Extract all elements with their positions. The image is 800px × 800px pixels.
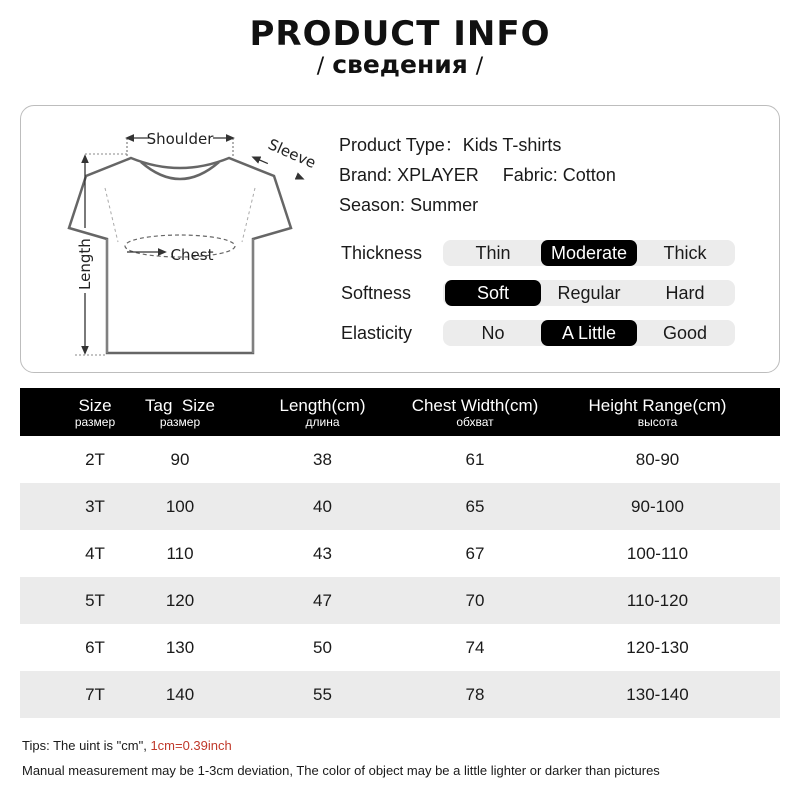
elasticity-scale: [341, 320, 741, 346]
elasticity-label: Elasticity: [341, 323, 413, 343]
header-tag-size: [140, 388, 220, 436]
table-header: [20, 388, 780, 436]
softness-option-soft: Soft: [445, 280, 541, 306]
tshirt-measurement-diagram: [43, 118, 323, 363]
fabric-label: Fabric:: [502, 165, 558, 185]
measurement-disclaimer: Manual measurement may be 1-3cm deviation, The color of object may be a little lighter or darker than pictures: [22, 763, 660, 778]
thickness-label: Thickness: [341, 243, 423, 263]
cell-length: 50: [313, 638, 332, 657]
cell-length: 55: [313, 685, 332, 704]
elasticity-option-good: Good: [662, 323, 708, 343]
shoulder-label: Shoulder: [146, 130, 214, 148]
cell-length: 38: [313, 450, 332, 469]
cell-size: 7T: [85, 685, 105, 704]
softness-options: [443, 280, 735, 306]
cell-chest-width: 78: [465, 685, 485, 704]
cell-tag-size: 100: [165, 497, 195, 516]
softness-option-hard: Hard: [665, 283, 705, 303]
fabric-value: Cotton: [562, 165, 616, 185]
cell-tag-size: 140: [165, 685, 195, 704]
softness-option-regular: Regular: [557, 283, 621, 303]
cell-length: 47: [313, 591, 332, 610]
brand-fabric-row: [339, 160, 616, 190]
chest-label: Chest: [170, 246, 214, 264]
softness-label: Softness: [341, 283, 412, 303]
thickness-option-thick: Thick: [663, 243, 707, 263]
cell-tag-size: 90: [170, 450, 190, 469]
softness-scale: [341, 280, 741, 306]
header-length-en: Length(cm): [279, 396, 366, 415]
cell-height-range: 100-110: [626, 544, 689, 563]
cell-height-range: 130-140: [626, 685, 689, 704]
header-length: [270, 388, 375, 436]
slash-left: /: [316, 54, 325, 79]
unit-tip: [22, 738, 232, 753]
cell-chest-width: 65: [465, 497, 485, 516]
thickness-scale: [341, 240, 741, 266]
product-type-value: Kids T-shirts: [462, 135, 562, 155]
header-height-range-en: Height Range(cm): [588, 396, 727, 415]
header-chest-width-ru: обхват: [456, 415, 494, 429]
table-row: [20, 483, 780, 530]
table-row: [20, 671, 780, 718]
cell-height-range: 80-90: [635, 450, 680, 469]
subtitle-text: сведения: [332, 50, 468, 79]
cell-size: 5T: [85, 591, 105, 610]
table-row: [20, 436, 780, 483]
cell-length: 43: [313, 544, 332, 563]
cell-chest-width: 61: [465, 450, 485, 469]
length-label: Length: [76, 238, 94, 290]
header-chest-width-en: Chest Width(cm): [411, 396, 539, 415]
season-value: Summer: [410, 195, 479, 215]
product-properties: [339, 130, 616, 220]
header-height-range: [570, 388, 745, 436]
header-size-ru: размер: [74, 415, 116, 429]
cell-tag-size: 110: [166, 544, 194, 563]
header-tag-size-en: Tag Size: [145, 396, 215, 415]
page-subtitle: [0, 50, 800, 79]
cell-chest-width: 70: [465, 591, 485, 610]
header-height-range-ru: высота: [637, 415, 678, 429]
header-length-ru: длина: [305, 415, 340, 429]
cell-height-range: 90-100: [631, 497, 684, 516]
sleeve-label: Sleeve: [265, 135, 319, 173]
table-row: [20, 530, 780, 577]
cell-height-range: 120-130: [626, 638, 689, 657]
elasticity-option-a-little: A Little: [541, 320, 637, 346]
thickness-options: [443, 240, 735, 266]
cell-tag-size: 120: [165, 591, 195, 610]
thickness-option-moderate: Moderate: [541, 240, 637, 266]
slash-right: /: [475, 54, 484, 79]
page-title: PRODUCT INFO: [249, 14, 551, 54]
product-type-row: [339, 130, 616, 160]
elasticity-options: [443, 320, 735, 346]
season-row: [339, 190, 616, 220]
cell-size: 6T: [85, 638, 105, 657]
header-chest-width: [400, 388, 550, 436]
cell-length: 40: [313, 497, 332, 516]
cell-size: 3T: [85, 497, 105, 516]
size-chart-table: [20, 388, 780, 718]
cell-size: 4T: [85, 544, 105, 563]
product-info-card: [20, 105, 780, 373]
cell-size: 2T: [85, 450, 105, 469]
product-type-label: Product Type：: [339, 135, 463, 155]
season-label: Season:: [339, 195, 406, 215]
cell-chest-width: 74: [465, 638, 485, 657]
brand-label: Brand:: [339, 165, 393, 185]
table-row: [20, 577, 780, 624]
tip-prefix: Tips: The uint is "cm",: [22, 738, 151, 753]
thickness-option-thin: Thin: [475, 243, 511, 263]
brand-value: XPLAYER: [397, 165, 479, 185]
header-size: [65, 388, 125, 436]
header-size-en: Size: [78, 396, 112, 415]
unit-conversion: 1cm=0.39inch: [150, 738, 232, 753]
cell-chest-width: 67: [465, 544, 485, 563]
elasticity-option-no: No: [481, 323, 505, 343]
cell-tag-size: 130: [165, 638, 195, 657]
table-row: [20, 624, 780, 671]
cell-height-range: 110-120: [626, 591, 689, 610]
header-tag-size-ru: размер: [159, 415, 201, 429]
